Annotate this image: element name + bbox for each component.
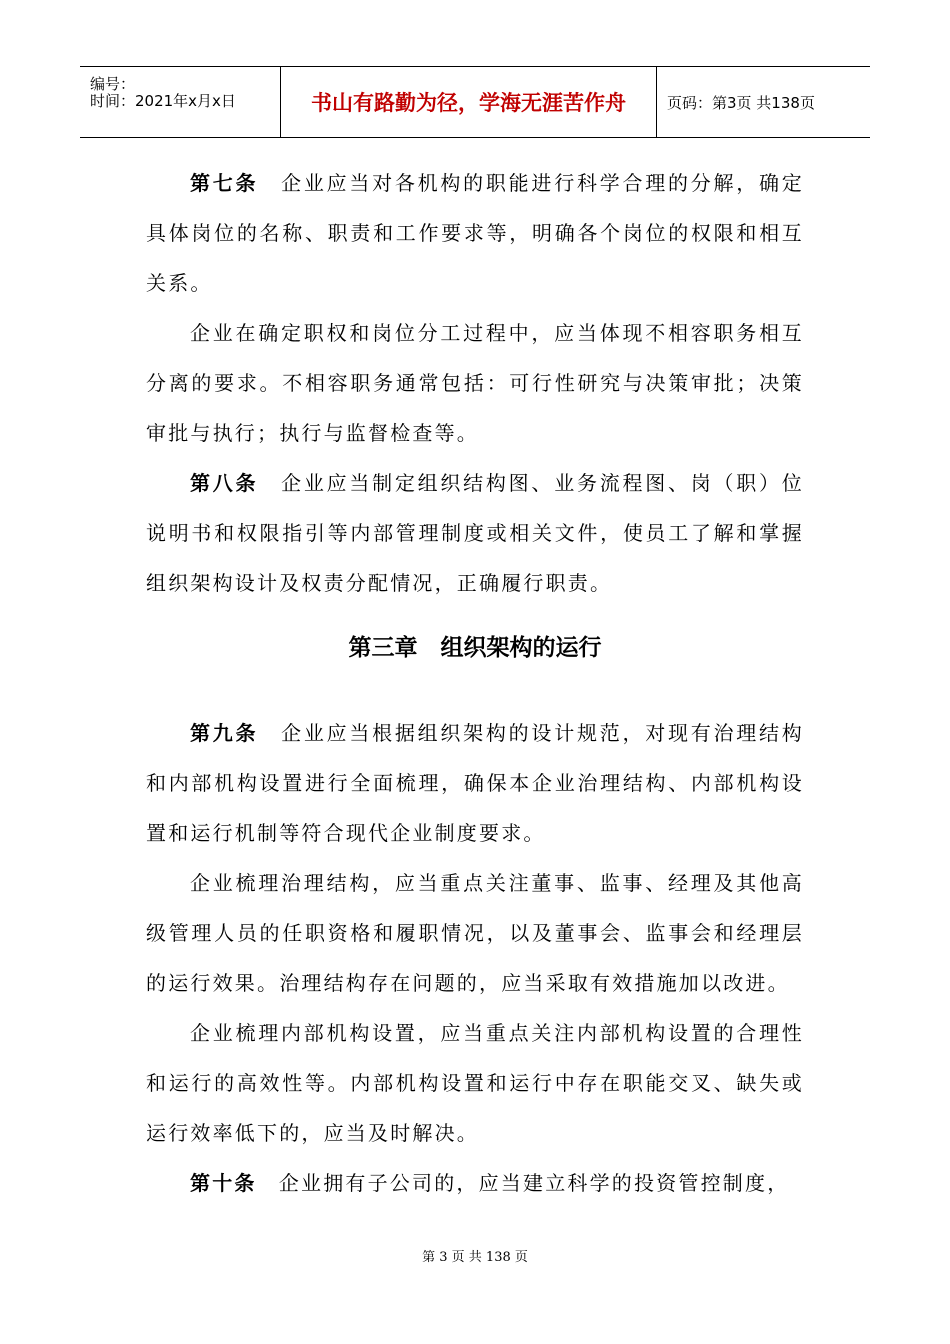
header-motto: 书山有路勤为径，学海无涯苦作舟 xyxy=(281,67,657,137)
article-7-paragraph xyxy=(146,158,804,308)
article-9-paragraph xyxy=(146,708,804,858)
article-8-paragraph xyxy=(146,458,804,608)
article-7-second-paragraph: 企业在确定职权和岗位分工过程中，应当体现不相容职务相互分离的要求。不相容职务通常包括：可行性研究与决策审批；决策审批与执行；执行与监督检查等。 xyxy=(146,321,804,445)
article-10-paragraph xyxy=(146,1158,804,1208)
page-header xyxy=(80,66,870,138)
article-9-third-paragraph: 企业梳理内部机构设置，应当重点关注内部机构设置的合理性和运行的高效性等。内部机构设置和运行中存在职能交叉、缺失或运行效率低下的，应当及时解决。 xyxy=(146,1021,804,1145)
header-page-info: 页码：第3页 共138页 xyxy=(667,93,815,112)
article-7-heading: 第七条 xyxy=(190,171,259,195)
page-footer: 第 3 页 共 138 页 xyxy=(422,1250,528,1265)
document-body xyxy=(146,158,804,1208)
article-7-text: 企业应当对各机构的职能进行科学合理的分解，确定具体岗位的名称、职责和工作要求等，明确各个岗位的权限和相互关系。 xyxy=(146,171,804,295)
article-9-heading: 第九条 xyxy=(190,721,259,745)
article-10-text: 企业拥有子公司的，应当建立科学的投资管控制度， xyxy=(278,1171,790,1195)
date-label: 时间：2021年x月x日 xyxy=(90,92,236,110)
article-9-second-paragraph: 企业梳理治理结构，应当重点关注董事、监事、经理及其他高级管理人员的任职资格和履职情况，以及董事会、监事会和经理层的运行效果。治理结构存在问题的，应当采取有效措施加以改进。 xyxy=(146,871,804,995)
article-8-heading: 第八条 xyxy=(190,471,259,495)
article-9-text: 企业应当根据组织架构的设计规范，对现有治理结构和内部机构设置进行全面梳理，确保本企业治理结构、内部机构设置和运行机制等符合现代企业制度要求。 xyxy=(146,721,804,845)
chapter-title: 第三章 组织架构的运行 xyxy=(348,635,602,661)
article-10-heading: 第十条 xyxy=(190,1171,257,1195)
number-label: 编号： xyxy=(90,75,136,93)
header-meta-cell xyxy=(80,67,281,137)
article-8-text: 企业应当制定组织结构图、业务流程图、岗（职）位说明书和权限指引等内部管理制度或相关文件，使员工了解和掌握组织架构设计及权责分配情况，正确履行职责。 xyxy=(146,471,804,595)
